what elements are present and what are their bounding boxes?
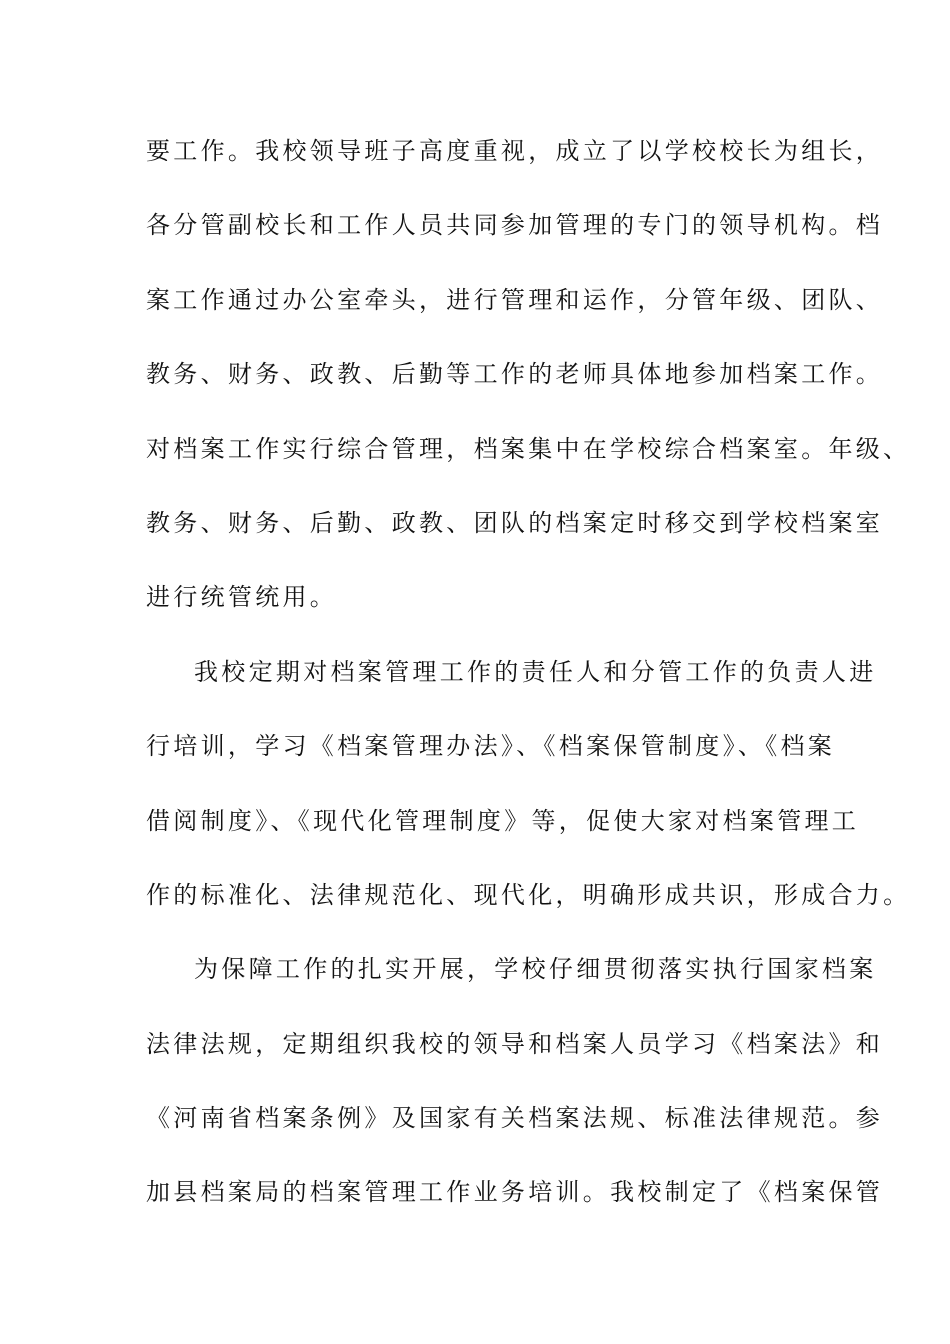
text-line: 案工作通过办公室牵头，进行管理和运作，分管年级、团队、: [146, 285, 884, 314]
text-line: 教务、财务、政教、后勤等工作的老师具体地参加档案工作。: [146, 360, 884, 389]
text-line: 教务、财务、后勤、政教、团队的档案定时移交到学校档案室: [146, 508, 884, 537]
document-body-text: [146, 128, 911, 1244]
text-line: 作的标准化、法律规范化、现代化，明确形成共识，形成合力。: [146, 880, 911, 909]
text-line: 加县档案局的档案管理工作业务培训。我校制定了《档案保管: [146, 1178, 884, 1207]
paragraph-first-line: 我校定期对档案管理工作的责任人和分管工作的负责人进: [194, 657, 877, 686]
text-line: 《河南省档案条例》及国家有关档案法规、标准法律规范。参: [146, 1104, 884, 1133]
text-line: 法律法规，定期组织我校的领导和档案人员学习《档案法》和: [146, 1029, 884, 1058]
text-line: 进行统管统用。: [146, 583, 338, 612]
text-line: 对档案工作实行综合管理，档案集中在学校综合档案室。年级、: [146, 434, 911, 463]
text-line: 要工作。我校领导班子高度重视，成立了以学校校长为组长，: [146, 137, 884, 165]
text-line: 行培训，学习《档案管理办法》、《档案保管制度》、《档案: [146, 732, 836, 761]
text-line: 借阅制度》、《现代化管理制度》等，促使大家对档案管理工: [146, 806, 860, 835]
paragraph-first-line: 为保障工作的扎实开展，学校仔细贯彻落实执行国家档案: [194, 955, 877, 984]
text-line: 各分管副校长和工作人员共同参加管理的专门的领导机构。档: [146, 211, 884, 240]
